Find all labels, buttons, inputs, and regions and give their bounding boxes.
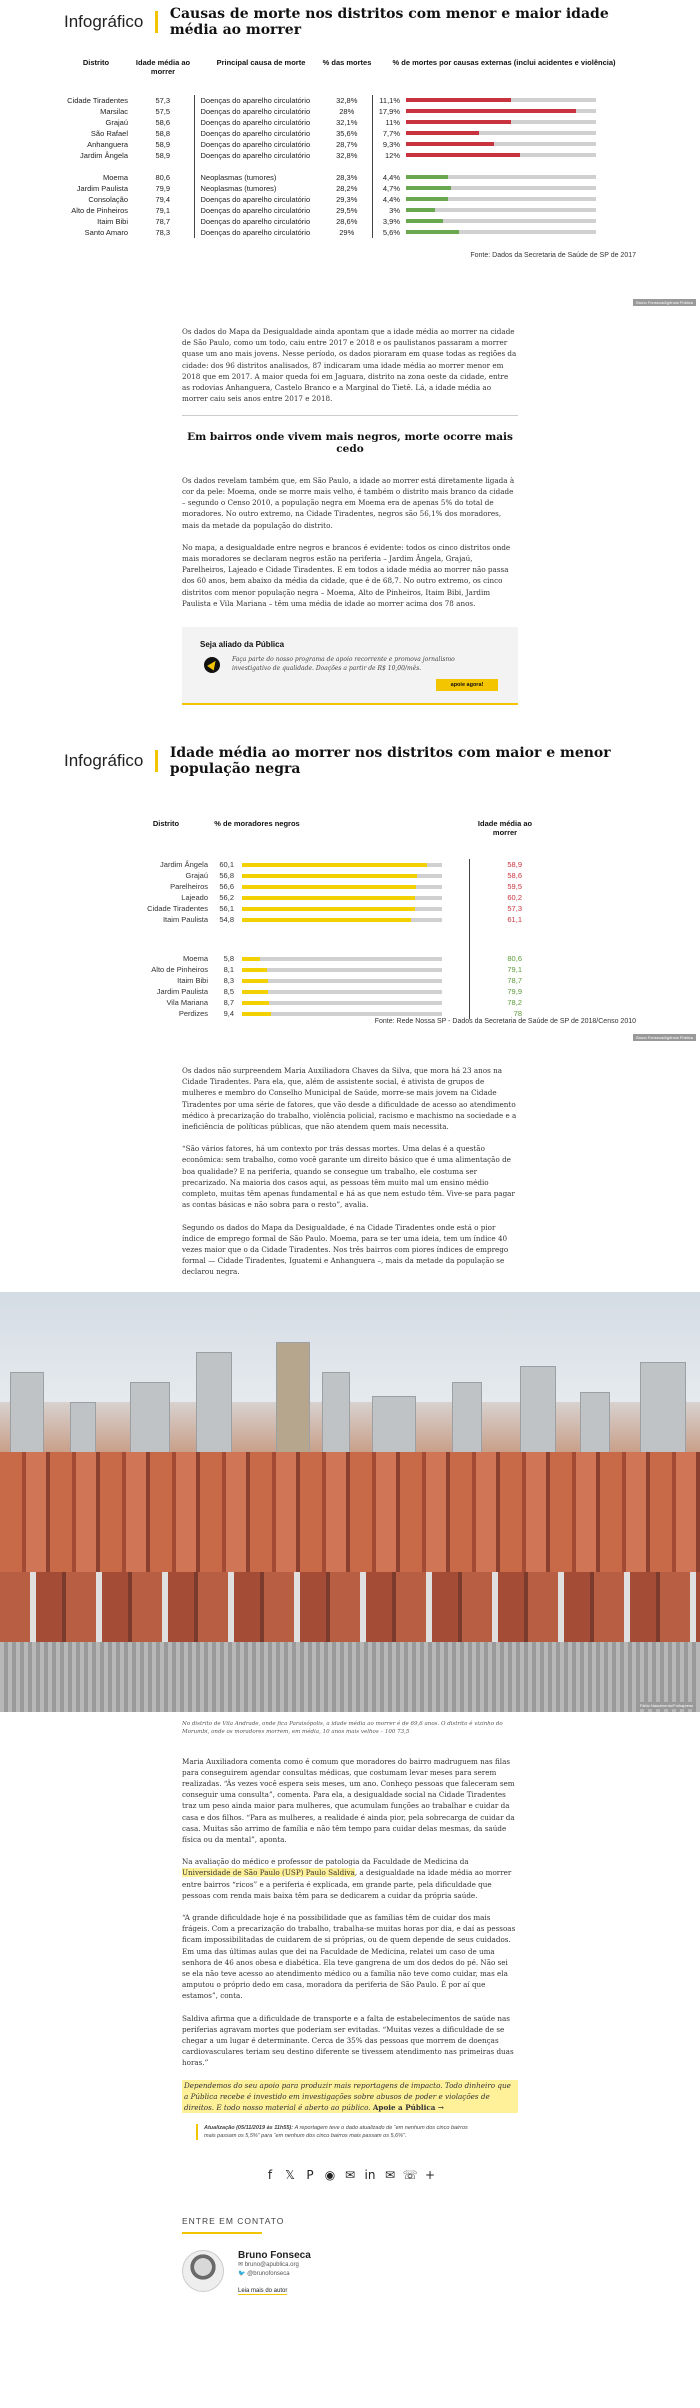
low-age-row — [64, 95, 636, 106]
district-name: São Rafael — [90, 128, 128, 138]
external-pct: 5,6% — [372, 227, 406, 238]
infographic-header — [64, 739, 636, 783]
black-pct-value: 8,1 — [223, 965, 234, 975]
external-pct: 11,1% — [372, 95, 406, 106]
cause-name: Neoplasmas (tumores) — [194, 172, 322, 183]
external-bar-cell — [406, 139, 636, 150]
header-age: Idade média ao morrer — [477, 819, 533, 838]
external-bar — [406, 186, 451, 190]
infographic-source: Fonte: Dados da Secretaria de Saúde de SP de 2017 — [470, 251, 636, 259]
contact-title: ENTRE EM CONTATO — [182, 2216, 262, 2234]
external-pct: 12% — [372, 150, 406, 161]
column-divider — [458, 903, 470, 914]
external-bar-track — [406, 109, 596, 113]
column-divider — [458, 986, 470, 997]
low-age-row — [64, 128, 636, 139]
district-name: Jardim Ângela — [80, 150, 128, 160]
section-subhead: Em bairros onde vivem mais negros, morte ocorre mais cedo — [187, 431, 513, 455]
black-pct-bar-track — [242, 990, 442, 994]
district-name: Grajaú — [105, 117, 128, 127]
cause-pct: 29,5% — [336, 205, 358, 215]
black-pct-bar-track — [242, 1001, 442, 1005]
group-gap — [64, 161, 636, 172]
messenger-icon[interactable]: ◉ — [324, 2168, 336, 2183]
district-name: Itaim Bibi — [97, 216, 128, 226]
black-pct-bar-cell — [242, 1012, 458, 1016]
twitter-text: @brunofonseca — [247, 2271, 290, 2278]
black-pct-bar-track — [242, 968, 442, 972]
district-name: Marsilac — [100, 106, 128, 116]
age-value: 58,6 — [507, 871, 522, 881]
external-bar-track — [406, 186, 596, 190]
infographic-kicker: Infográfico — [64, 12, 144, 31]
district-name: Itaim Bibi — [177, 976, 208, 986]
external-bar-cell — [406, 172, 636, 183]
external-bar — [406, 131, 479, 135]
high-black-row — [64, 870, 636, 881]
building — [322, 1372, 350, 1462]
black-pct-bar-cell — [242, 1001, 458, 1005]
mail-icon[interactable]: ✉ — [384, 2168, 396, 2183]
paragraph: “A grande dificuldade hoje é na possibilidade que as famílias têm de cuidar dos mais frágeis. Com a precarização do trabalho, trabalha-se muitas horas por dia, e daí as pessoas ficam impossibilitadas de cuidarem de si próprias, ou de quem depende de seus cuidados. Em uma das últimas aulas que dei na Faculdade de Medicina, relatei um caso de uma senhora de 46 anos obesa e diabética. Ela teve gangrena de um dos dedos do pé. Não sei se ela não teve acesso ao atendimento médico ou a família não teve como cuidar, mas ela amputou o próprio dedo em casa, moradora da periferia de São Paulo. É por aí que estamos”, conta. — [182, 1912, 516, 2001]
external-bar — [406, 230, 459, 234]
age-value: 58,8 — [155, 128, 171, 138]
age-value: 80,6 — [155, 172, 171, 182]
facebook-icon[interactable]: f — [267, 2168, 273, 2183]
author-card — [182, 2250, 518, 2297]
district-name: Santo Amaro — [84, 227, 128, 237]
high-age-row — [64, 216, 636, 227]
low-age-row — [64, 106, 636, 117]
black-pct-bar — [242, 885, 416, 889]
column-divider — [458, 975, 470, 986]
cause-name: Doenças do aparelho circulatório — [194, 150, 322, 161]
external-pct: 4,4% — [372, 194, 406, 205]
photo-caption: No distrito de Vila Andrade, onde fica Paraisópolis, a idade média ao morrer é de 69,6 anos. O distrito é vizinho do Morumbi, onde os moradores morrem, em média, 10 anos mais velhos – 100 73,5 — [182, 1720, 503, 1735]
external-pct: 3% — [372, 205, 406, 216]
avatar — [182, 2250, 224, 2292]
header-cause: Principal causa de morte — [216, 58, 306, 67]
column-divider — [458, 964, 470, 975]
district-name: Jardim Paulista — [76, 183, 128, 193]
black-pct-value: 60,1 — [219, 860, 234, 870]
district-name: Itaim Paulista — [162, 915, 208, 925]
column-divider — [458, 914, 470, 925]
cause-pct: 28% — [339, 106, 355, 116]
external-bar — [406, 219, 443, 223]
building — [452, 1382, 482, 1462]
age-value: 58,9 — [507, 860, 522, 870]
author-twitter[interactable]: 🐦 @brunofonseca — [238, 2271, 290, 2278]
group-gap — [64, 925, 636, 953]
paragraph: “São vários fatores, há um contexto por trás dessas mortes. Uma delas é a questão econômica: sem trabalho, como você garante um direito básico que é uma alimentação de boa qualidade? E na periferia, quando se consegue um trabalho, ele costuma ser precarizado. Na maioria dos casos aqui, as pessoas têm muito mal um ensino médio completo, muitas têm apenas fundamental e há as que nem estudo têm. Vive-se para pagar as contas básicas e não sobra para o resto”, avalia. — [182, 1144, 515, 1210]
external-bar-cell — [406, 205, 636, 216]
district-name: Alto de Pinheiros — [151, 965, 208, 975]
age-value: 78,7 — [507, 976, 522, 986]
infographic-title: Idade média ao morrer nos distritos com maior e menor população negra — [169, 745, 611, 778]
infographic-credit: Bruno Fonseca/Agência Pública — [633, 1034, 696, 1041]
cause-name: Doenças do aparelho circulatório — [194, 205, 322, 216]
external-pct: 3,9% — [372, 216, 406, 227]
external-pct: 4,7% — [372, 183, 406, 194]
cause-name: Doenças do aparelho circulatório — [194, 106, 322, 117]
update-text: A reportagem teve o dado atualizado de “em nenhum dos cinco bairros mais passam os 5,5%” para “em nenhum dos cinco bairros mais passam os 5,6%”. — [204, 2125, 468, 2140]
black-pct-bar-cell — [242, 968, 458, 972]
infographic-source: Fonte: Rede Nossa SP - Dados da Secretaria de Saúde de SP de 2018/Censo 2010 — [374, 1018, 636, 1026]
black-pct-bar — [242, 979, 268, 983]
photo-sky — [0, 1292, 700, 1402]
external-pct: 11% — [372, 117, 406, 128]
high-black-row — [64, 859, 636, 870]
age-value: 79,9 — [155, 183, 171, 193]
district-name: Cidade Tiradentes — [147, 904, 208, 914]
black-pct-value: 8,7 — [223, 998, 234, 1008]
external-bar-track — [406, 208, 596, 212]
external-bar-track — [406, 142, 596, 146]
low-black-row — [64, 986, 636, 997]
external-bar — [406, 153, 520, 157]
black-pct-bar — [242, 1012, 271, 1016]
black-pct-value: 8,3 — [223, 976, 234, 986]
header-age: Idade média ao morrer — [135, 58, 191, 77]
black-pct-bar-track — [242, 907, 442, 911]
district-name: Vila Mariana — [166, 998, 208, 1008]
external-bar-track — [406, 120, 596, 124]
cause-name: Neoplasmas (tumores) — [194, 183, 322, 194]
age-value: 80,6 — [507, 954, 522, 964]
cause-pct: 28,6% — [336, 216, 358, 226]
high-age-row — [64, 227, 636, 238]
whatsapp-icon[interactable]: ☏ — [402, 2168, 418, 2183]
building — [640, 1362, 686, 1462]
low-age-row — [64, 150, 636, 161]
black-pct-bar-cell — [242, 885, 458, 889]
email-icon[interactable]: ✉ — [344, 2168, 356, 2183]
district-name: Parelheiros — [170, 882, 208, 892]
low-black-row — [64, 997, 636, 1008]
infographic-header — [64, 0, 636, 44]
infographic-black-population — [0, 739, 700, 1045]
ally-text: Faça parte do nosso programa de apoio recorrente e promova jornalismo investigativo de qualidade. Doações a partir de R$ 10,00/mês. — [232, 656, 455, 673]
support-link[interactable]: Apoie a Pública → — [372, 2103, 444, 2112]
high-age-row — [64, 183, 636, 194]
age-value: 58,9 — [155, 150, 171, 160]
infographic-causes — [0, 0, 700, 314]
paragraph: Os dados revelam também que, em São Paulo, a idade ao morrer está diretamente ligada à cor da pele: Moema, onde se morre mais velho, é também o distrito mais branco da cidade – segundo o Censo 2010, a população negra em Moema era de apenas 5% do total de moradores. No outro extremo, na Cidade Tiradentes, negros são 56,1% dos moradores, mais da metade da população do distrito. — [182, 475, 515, 530]
cause-pct: 28,2% — [336, 183, 358, 193]
high-age-row — [64, 205, 636, 216]
district-name: Lajeado — [181, 893, 208, 903]
pinterest-icon[interactable]: P — [306, 2168, 314, 2183]
external-bar-track — [406, 131, 596, 135]
external-pct: 9,3% — [372, 139, 406, 150]
external-bar-track — [406, 175, 596, 179]
district-name: Anhanguera — [87, 139, 128, 149]
black-pct-value: 9,4 — [223, 1009, 234, 1019]
title-accent-bar — [155, 11, 157, 33]
cause-pct: 35,6% — [336, 128, 358, 138]
header-district: Distrito — [82, 58, 110, 67]
cause-name: Doenças do aparelho circulatório — [194, 95, 322, 106]
low-black-row — [64, 975, 636, 986]
title-accent-bar — [155, 750, 157, 772]
external-bar-cell — [406, 183, 636, 194]
building — [520, 1366, 556, 1462]
black-pct-bar-cell — [242, 918, 458, 922]
low-age-row — [64, 117, 636, 128]
external-bar-cell — [406, 128, 636, 139]
black-pct-bar — [242, 863, 427, 867]
black-pct-bar-cell — [242, 979, 458, 983]
share-bar — [0, 2168, 700, 2182]
high-black-row — [64, 881, 636, 892]
column-divider — [458, 870, 470, 881]
favela-photo — [0, 1292, 700, 1712]
pen-icon — [204, 657, 220, 673]
black-pct-value: 5,8 — [223, 954, 234, 964]
district-name: Consolação — [88, 194, 128, 204]
external-bar-cell — [406, 117, 636, 128]
external-bar-cell — [406, 106, 636, 117]
black-pct-bar-cell — [242, 874, 458, 878]
article-body-1 — [182, 326, 518, 705]
cause-name: Doenças do aparelho circulatório — [194, 139, 322, 150]
cause-name: Doenças do aparelho circulatório — [194, 194, 322, 205]
building — [196, 1352, 232, 1462]
header-pct: % das mortes — [322, 58, 372, 67]
black-pct-bar — [242, 1001, 269, 1005]
cause-name: Doenças do aparelho circulatório — [194, 128, 322, 139]
paragraph: Segundo os dados do Mapa da Desigualdade, é na Cidade Tiradentes onde está o pior índice de emprego formal de São Paulo. Moema, para se ter uma ideia, tem um índice 40 vezes maior que o da Cidade Tiradentes. Nos três bairros com piores índices de emprego formal — Cidade Tiradentes, Iguatemi e Anhanguera –, mais da metade da população se declarou negra. — [182, 1222, 509, 1277]
causes-table-body — [64, 95, 636, 238]
black-pct-value: 56,6 — [219, 882, 234, 892]
paragraph — [182, 1856, 518, 1901]
age-value: 78,7 — [155, 216, 171, 226]
paragraph: Saldiva afirma que a dificuldade de transporte e a falta de estabelecimentos de saúde nas periferias agravam mortes que poderiam ser evitadas. “Muitas vezes a dificuldade de se chegar a um lugar é determinante. Cerca de 35% das pessoas que morrem de doenças cardiovasculares teriam seu destino diferente se tivessem atendimento nas primeiras duas horas.” — [182, 2013, 514, 2068]
black-pct-bar — [242, 907, 415, 911]
black-pct-value: 8,5 — [223, 987, 234, 997]
email-text: bruno@apublica.org — [244, 2262, 299, 2269]
brick-houses — [0, 1452, 700, 1572]
article-body-2 — [182, 1065, 518, 1277]
age-value: 57,5 — [155, 106, 171, 116]
black-pct-bar — [242, 896, 415, 900]
divider — [182, 415, 518, 416]
paragraph: Os dados do Mapa da Desigualdade ainda apontam que a idade média ao morrer na cidade de São Paulo, como um todo, caiu entre 2017 e 2018 e os paulistanos passaram a morrer quase um ano mais jovens. Nesse período, os dados pioraram em quase todas as regiões da cidade: dos 96 distritos analisados, 87 indicaram uma idade média ao morrer menor em 2018 que em 2017. A maior queda foi em Jaguara, distrito na zona oeste da cidade, entre as rodovias Anhanguera, Castelo Branco e a Marginal do Tietê. Lá, a idade média ao morrer caiu seis anos entre 2017 e 2018. — [182, 327, 517, 404]
black-pct-value: 54,8 — [219, 915, 234, 925]
low-age-row — [64, 139, 636, 150]
external-pct: 4,4% — [372, 172, 406, 183]
external-pct: 17,9% — [372, 106, 406, 117]
black-population-header — [64, 819, 636, 859]
twitter-icon[interactable]: 𝕏 — [285, 2168, 295, 2183]
building — [130, 1382, 170, 1462]
contact-section — [182, 2216, 518, 2313]
district-name: Moema — [102, 172, 128, 182]
article-body-3 — [182, 1756, 518, 2141]
cause-name: Doenças do aparelho circulatório — [194, 117, 322, 128]
black-pct-value: 56,8 — [219, 871, 234, 881]
age-value: 59,5 — [507, 882, 522, 892]
district-name: Cidade Tiradentes — [67, 95, 128, 105]
author-more-link[interactable]: Leia mais do autor — [238, 2288, 288, 2295]
black-pct-bar-cell — [242, 990, 458, 994]
column-divider — [458, 953, 470, 964]
external-bar-track — [406, 98, 596, 102]
low-black-row — [64, 953, 636, 964]
black-pct-bar-cell — [242, 907, 458, 911]
black-pct-bar-track — [242, 863, 442, 867]
age-value: 78,2 — [507, 998, 522, 1008]
header-district: Distrito — [152, 819, 180, 829]
paragraph-text: Na avaliação do médico e professor de patologia da Faculdade de Medicina da — [182, 1857, 469, 1867]
cause-name: Doenças do aparelho circulatório — [194, 216, 322, 227]
ally-title: Seja aliado da Pública — [200, 640, 285, 650]
district-name: Moema — [182, 954, 208, 964]
cause-pct: 32,8% — [336, 150, 358, 160]
metal-roofs — [0, 1642, 700, 1712]
age-value: 61,1 — [507, 915, 522, 925]
district-name: Jardim Paulista — [156, 987, 208, 997]
high-age-row — [64, 194, 636, 205]
support-cta — [182, 2080, 518, 2114]
black-pct-bar-cell — [242, 896, 458, 900]
age-value: 79,9 — [507, 987, 522, 997]
age-value: 79,1 — [507, 965, 522, 975]
external-bar — [406, 142, 494, 146]
age-value: 60,2 — [507, 893, 522, 903]
cause-pct: 29,3% — [336, 194, 358, 204]
column-divider — [458, 892, 470, 903]
external-bar-cell — [406, 95, 636, 106]
external-bar-cell — [406, 150, 636, 161]
building — [10, 1372, 44, 1462]
age-value: 78,3 — [155, 227, 171, 237]
column-divider — [458, 859, 470, 870]
age-value: 58,9 — [155, 139, 171, 149]
external-pct: 7,7% — [372, 128, 406, 139]
cta-text: Dependemos do seu apoio para produzir mais reportagens de impacto. Todo dinheiro que a Pública recebe é investido em investigações sobre abusos de poder e violações de direitos. E todo nosso material é aberto ao público. — [184, 2080, 511, 2112]
district-name: Alto de Pinheiros — [71, 205, 128, 215]
paragraph: No mapa, a desigualdade entre negros e brancos é evidente: todos os cinco distritos onde mais moradores se declaram negros estão na periferia – Jardim Ângela, Grajaú, Parelheiros, Lajeado e Cidade Tiradentes. E em todos a idade média ao morrer não passa dos 60 anos, bem abaixo da média da cidade, que é de 68,7. No outro extremo, os cinco distritos com menor população negra – Moema, Alto de Pinheiros, Itaim Bibi, Jardim Paulista e Vila Mariana – têm uma média de idade ao morrer acima dos 78 anos. — [182, 542, 511, 608]
district-name: Jardim Ângela — [160, 860, 208, 870]
black-pct-value: 56,2 — [219, 893, 234, 903]
external-bar — [406, 109, 576, 113]
author-info — [238, 2250, 311, 2297]
high-black-row — [64, 914, 636, 925]
black-pct-bar-track — [242, 1012, 442, 1016]
black-pct-bar-cell — [242, 957, 458, 961]
black-pct-bar — [242, 957, 260, 961]
header-external: % de mortes por causas externas (inclui acidentes e violência) — [392, 58, 616, 67]
black-pct-value: 56,1 — [219, 904, 234, 914]
black-pct-bar — [242, 874, 417, 878]
high-black-row — [64, 903, 636, 914]
author-name: Bruno Fonseca — [238, 2250, 311, 2262]
infographic-credit: Bruno Fonseca/Agência Pública — [633, 299, 696, 306]
black-pct-bar-track — [242, 896, 442, 900]
external-bar — [406, 175, 448, 179]
linkedin-icon[interactable]: in — [364, 2168, 376, 2183]
infographic-kicker: Infográfico — [64, 751, 144, 771]
external-bar — [406, 98, 511, 102]
update-note — [196, 2124, 476, 2140]
high-age-row — [64, 172, 636, 183]
infographic-title: Causas de morte nos distritos com menor e maior idade média ao morrer — [169, 6, 609, 38]
causes-table — [64, 58, 636, 238]
age-value: 57,3 — [155, 95, 171, 105]
author-email[interactable]: ✉ bruno@apublica.org — [238, 2262, 299, 2269]
black-pct-bar-track — [242, 918, 442, 922]
low-black-row — [64, 964, 636, 975]
ally-box — [182, 627, 518, 705]
cause-pct: 28,3% — [336, 172, 358, 182]
black-population-body — [64, 859, 636, 1019]
external-bar-track — [406, 153, 596, 157]
cause-name: Doenças do aparelho circulatório — [194, 227, 322, 238]
header-pct-black: % de moradores negros — [214, 819, 300, 829]
external-bar-track — [406, 219, 596, 223]
black-pct-bar-track — [242, 874, 442, 878]
black-pct-bar-track — [242, 957, 442, 961]
age-value: 58,6 — [155, 117, 171, 127]
external-bar — [406, 197, 448, 201]
paragraph: Os dados não surpreendem Maria Auxiliadora Chaves da Silva, que mora há 23 anos na Cidade Tiradentes. Para ela, que, além de assistente social, é ativista de grupos de mulheres e membro do Conselho Municipal de Saúde, morre-se mais jovem na Cidade Tiradentes por uma série de fatores, que vão desde a dificuldade de acesso ao atendimento médico à precarização do trabalho, violência policial, racismo e machismo na sociedade e a ineficiência de políticas públicas, que não atendem quem mais necessita. — [182, 1066, 517, 1132]
external-bar-cell — [406, 194, 636, 205]
black-pct-bar-track — [242, 885, 442, 889]
age-value: 57,3 — [507, 904, 522, 914]
external-bar-cell — [406, 227, 636, 238]
causes-table-header — [64, 58, 636, 95]
paragraph-text: , a desigualdade na idade média ao morrer entre bairros “ricos” e a periferia é explicada, em grande parte, pela dificuldade que pessoas com renda mais baixa têm para se dedicarem a cuidar da própria saúde. — [182, 1868, 512, 1900]
high-black-row — [64, 892, 636, 903]
black-pct-bar — [242, 918, 411, 922]
paragraph: Maria Auxiliadora comenta como é comum que moradores do bairro madruguem nas filas para conseguirem agendar consultas médicas, que costumam levar meses para serem realizadas. “Às vezes você espera seis meses, um ano. Conheço pessoas que faleceram sem conseguir uma consulta”, comenta. Para ela, a desigualdade social na Cidade Tiradentes traz um peso ainda maior para mulheres, que acumulam funções ao trabalhar e cuidar da casa e dos filhos. “Para as mulheres, a realidade é ainda pior, pela sobrecarga de cuidar da casa. Muitas são arrimo de família e não têm tempo para cuidar delas mesmas, da saúde física ou da mental”, aponta. — [182, 1756, 515, 1844]
highlighted-link[interactable]: Universidade de São Paulo (USP) Paulo Saldiva — [182, 1868, 355, 1878]
external-bar-track — [406, 230, 596, 234]
black-pct-bar-cell — [242, 863, 458, 867]
cause-pct: 29% — [339, 227, 355, 237]
favela-photo-figure — [0, 1292, 700, 1736]
age-value: 79,4 — [155, 194, 171, 204]
building — [276, 1342, 310, 1462]
support-button[interactable]: apoie agora! — [436, 679, 498, 691]
age-value: 79,1 — [155, 205, 171, 215]
more-share-icon[interactable]: + — [424, 2168, 436, 2183]
brick-houses — [0, 1572, 700, 1642]
external-bar — [406, 208, 435, 212]
age-value: 78 — [513, 1009, 522, 1019]
column-divider — [458, 997, 470, 1008]
district-name: Grajaú — [185, 871, 208, 881]
black-population-table — [64, 819, 636, 1019]
cause-pct: 32,8% — [336, 95, 358, 105]
external-bar-cell — [406, 216, 636, 227]
black-pct-bar — [242, 990, 268, 994]
update-label: Atualização (05/11/2019 às 11h55): — [204, 2125, 294, 2132]
photo-credit: Fábio Nascimento/Folhapress — [637, 1702, 696, 1709]
black-pct-bar — [242, 968, 267, 972]
external-bar-track — [406, 197, 596, 201]
district-name: Perdizes — [178, 1009, 208, 1019]
black-pct-bar-track — [242, 979, 442, 983]
external-bar — [406, 120, 511, 124]
column-divider — [458, 881, 470, 892]
cause-pct: 28,7% — [336, 139, 358, 149]
cause-pct: 32,1% — [336, 117, 358, 127]
